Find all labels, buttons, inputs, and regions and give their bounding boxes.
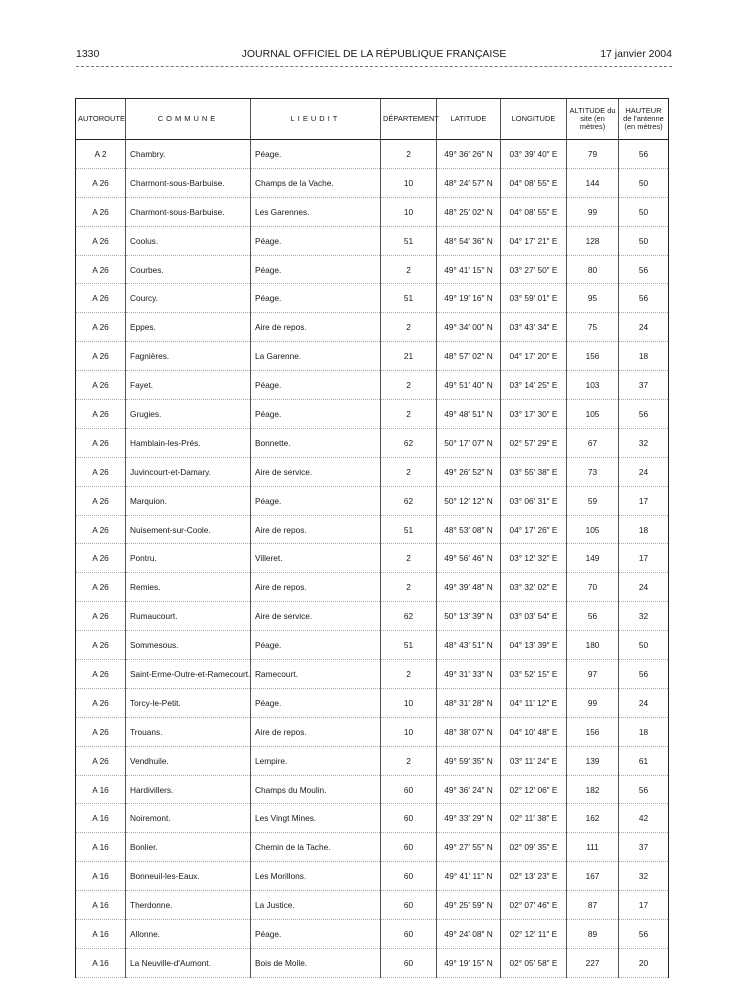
- cell-autoroute: A 26: [76, 255, 126, 284]
- cell-latitude: 49° 51′ 40″ N: [437, 371, 501, 400]
- cell-lieudit: Champs de la Vache.: [251, 168, 381, 197]
- cell-latitude: 49° 36′ 26″ N: [437, 140, 501, 169]
- table-row: [76, 717, 669, 746]
- cell-commune: Nuisement-sur-Coole.: [126, 515, 251, 544]
- cell-autoroute: A 16: [76, 833, 126, 862]
- table-row: [76, 688, 669, 717]
- table-row: [76, 862, 669, 891]
- cell-latitude: 49° 41′ 15″ N: [437, 255, 501, 284]
- table-row: [76, 746, 669, 775]
- cell-lieudit: Bonnette.: [251, 428, 381, 457]
- cell-lieudit: Lempire.: [251, 746, 381, 775]
- cell-lieudit: Ramecourt.: [251, 660, 381, 689]
- cell-longitude: 02° 05′ 58″ E: [501, 948, 567, 977]
- cell-commune: Courbes.: [126, 255, 251, 284]
- cell-autoroute: A 26: [76, 486, 126, 515]
- cell-hauteur: 24: [619, 573, 669, 602]
- cell-altitude: 105: [567, 400, 619, 429]
- cell-longitude: 03° 14′ 25″ E: [501, 371, 567, 400]
- cell-autoroute: A 26: [76, 688, 126, 717]
- cell-lieudit: Les Vingt Mines.: [251, 804, 381, 833]
- cell-altitude: 162: [567, 804, 619, 833]
- table-row: [76, 948, 669, 977]
- cell-lieudit: Les Garennes.: [251, 197, 381, 226]
- cell-departement: 10: [381, 717, 437, 746]
- cell-longitude: 03° 17′ 30″ E: [501, 400, 567, 429]
- cell-lieudit: Aire de repos.: [251, 515, 381, 544]
- table-row: [76, 602, 669, 631]
- cell-commune: Fayet.: [126, 371, 251, 400]
- cell-commune: Trouans.: [126, 717, 251, 746]
- cell-commune: Charmont-sous-Barbuise.: [126, 197, 251, 226]
- cell-altitude: 111: [567, 833, 619, 862]
- cell-departement: 2: [381, 140, 437, 169]
- cell-departement: 60: [381, 862, 437, 891]
- table-row: [76, 197, 669, 226]
- cell-latitude: 49° 56′ 46″ N: [437, 544, 501, 573]
- cell-latitude: 49° 33′ 29″ N: [437, 804, 501, 833]
- cell-latitude: 49° 19′ 16″ N: [437, 284, 501, 313]
- cell-departement: 60: [381, 891, 437, 920]
- cell-hauteur: 18: [619, 342, 669, 371]
- cell-longitude: 03° 27′ 50″ E: [501, 255, 567, 284]
- cell-longitude: 02° 57′ 29″ E: [501, 428, 567, 457]
- cell-lieudit: Villeret.: [251, 544, 381, 573]
- cell-longitude: 03° 43′ 34″ E: [501, 313, 567, 342]
- cell-commune: Hamblain-les-Prés.: [126, 428, 251, 457]
- cell-autoroute: A 16: [76, 775, 126, 804]
- cell-altitude: 144: [567, 168, 619, 197]
- cell-altitude: 56: [567, 602, 619, 631]
- cell-hauteur: 32: [619, 428, 669, 457]
- cell-longitude: 03° 52′ 15″ E: [501, 660, 567, 689]
- cell-hauteur: 24: [619, 457, 669, 486]
- cell-lieudit: Péage.: [251, 400, 381, 429]
- cell-altitude: 149: [567, 544, 619, 573]
- cell-lieudit: Péage.: [251, 140, 381, 169]
- cell-lieudit: Péage.: [251, 631, 381, 660]
- table-row: [76, 660, 669, 689]
- column-header-latitude: LATITUDE: [437, 99, 501, 140]
- cell-commune: Allonne.: [126, 920, 251, 949]
- cell-hauteur: 37: [619, 371, 669, 400]
- cell-altitude: 67: [567, 428, 619, 457]
- cell-departement: 2: [381, 255, 437, 284]
- cell-latitude: 49° 39′ 48″ N: [437, 573, 501, 602]
- page-header: [76, 46, 672, 62]
- cell-departement: 60: [381, 775, 437, 804]
- cell-longitude: 04° 17′ 21″ E: [501, 226, 567, 255]
- cell-altitude: 128: [567, 226, 619, 255]
- cell-commune: Coolus.: [126, 226, 251, 255]
- cell-departement: 10: [381, 168, 437, 197]
- cell-altitude: 105: [567, 515, 619, 544]
- cell-lieudit: Les Morillons.: [251, 862, 381, 891]
- cell-hauteur: 50: [619, 226, 669, 255]
- column-header-autoroute: AUTOROUTE: [76, 99, 126, 140]
- cell-hauteur: 24: [619, 688, 669, 717]
- table-row: [76, 140, 669, 169]
- cell-latitude: 48° 38′ 07″ N: [437, 717, 501, 746]
- cell-departement: 60: [381, 804, 437, 833]
- cell-longitude: 03° 32′ 02″ E: [501, 573, 567, 602]
- cell-longitude: 03° 03′ 54″ E: [501, 602, 567, 631]
- cell-departement: 2: [381, 573, 437, 602]
- cell-commune: Charmont-sous-Barbuise.: [126, 168, 251, 197]
- cell-latitude: 49° 26′ 52″ N: [437, 457, 501, 486]
- cell-latitude: 49° 48′ 51″ N: [437, 400, 501, 429]
- cell-autoroute: A 26: [76, 544, 126, 573]
- cell-autoroute: A 26: [76, 515, 126, 544]
- cell-longitude: 02° 13′ 23″ E: [501, 862, 567, 891]
- cell-longitude: 02° 12′ 06″ E: [501, 775, 567, 804]
- page-number: 1330: [76, 48, 100, 60]
- cell-lieudit: Aire de repos.: [251, 717, 381, 746]
- cell-commune: Juvincourt-et-Damary.: [126, 457, 251, 486]
- cell-longitude: 04° 11′ 12″ E: [501, 688, 567, 717]
- cell-commune: Eppes.: [126, 313, 251, 342]
- cell-altitude: 89: [567, 920, 619, 949]
- table-header-row: [76, 99, 669, 140]
- cell-autoroute: A 16: [76, 804, 126, 833]
- cell-latitude: 49° 24′ 08″ N: [437, 920, 501, 949]
- cell-altitude: 103: [567, 371, 619, 400]
- cell-hauteur: 17: [619, 544, 669, 573]
- cell-commune: Grugies.: [126, 400, 251, 429]
- cell-autoroute: A 26: [76, 168, 126, 197]
- cell-longitude: 02° 07′ 46″ E: [501, 891, 567, 920]
- cell-longitude: 02° 12′ 11″ E: [501, 920, 567, 949]
- table-row: [76, 573, 669, 602]
- table-row: [76, 833, 669, 862]
- cell-latitude: 49° 25′ 59″ N: [437, 891, 501, 920]
- cell-departement: 2: [381, 746, 437, 775]
- table-row: [76, 457, 669, 486]
- cell-commune: Hardivillers.: [126, 775, 251, 804]
- cell-latitude: 49° 31′ 33″ N: [437, 660, 501, 689]
- cell-longitude: 03° 59′ 01″ E: [501, 284, 567, 313]
- cell-latitude: 50° 17′ 07″ N: [437, 428, 501, 457]
- cell-longitude: 03° 12′ 32″ E: [501, 544, 567, 573]
- cell-longitude: 04° 08′ 55″ E: [501, 197, 567, 226]
- cell-lieudit: Aire de repos.: [251, 313, 381, 342]
- cell-departement: 62: [381, 486, 437, 515]
- cell-altitude: 99: [567, 197, 619, 226]
- cell-departement: 51: [381, 631, 437, 660]
- cell-hauteur: 56: [619, 400, 669, 429]
- cell-longitude: 04° 10′ 48″ E: [501, 717, 567, 746]
- cell-hauteur: 50: [619, 168, 669, 197]
- table-row: [76, 804, 669, 833]
- cell-latitude: 49° 19′ 15″ N: [437, 948, 501, 977]
- cell-autoroute: A 16: [76, 862, 126, 891]
- cell-commune: Sommesous.: [126, 631, 251, 660]
- cell-longitude: 03° 39′ 40″ E: [501, 140, 567, 169]
- cell-altitude: 75: [567, 313, 619, 342]
- cell-departement: 60: [381, 920, 437, 949]
- cell-altitude: 167: [567, 862, 619, 891]
- cell-altitude: 139: [567, 746, 619, 775]
- cell-commune: Fagnières.: [126, 342, 251, 371]
- cell-longitude: 02° 11′ 38″ E: [501, 804, 567, 833]
- cell-altitude: 95: [567, 284, 619, 313]
- cell-departement: 2: [381, 313, 437, 342]
- cell-hauteur: 18: [619, 717, 669, 746]
- cell-autoroute: A 16: [76, 948, 126, 977]
- cell-departement: 21: [381, 342, 437, 371]
- cell-altitude: 97: [567, 660, 619, 689]
- cell-latitude: 49° 27′ 55″ N: [437, 833, 501, 862]
- table-row: [76, 486, 669, 515]
- cell-autoroute: A 16: [76, 920, 126, 949]
- cell-hauteur: 42: [619, 804, 669, 833]
- cell-hauteur: 32: [619, 862, 669, 891]
- cell-hauteur: 56: [619, 920, 669, 949]
- cell-latitude: 50° 13′ 39″ N: [437, 602, 501, 631]
- table-row: [76, 255, 669, 284]
- cell-commune: La Neuville-d'Aumont.: [126, 948, 251, 977]
- cell-commune: Saint-Erme-Outre-et-Ramecourt.: [126, 660, 251, 689]
- cell-latitude: 48° 31′ 28″ N: [437, 688, 501, 717]
- cell-departement: 2: [381, 400, 437, 429]
- cell-lieudit: Péage.: [251, 688, 381, 717]
- cell-longitude: 03° 55′ 38″ E: [501, 457, 567, 486]
- cell-lieudit: Aire de service.: [251, 457, 381, 486]
- cell-lieudit: Champs du Moulin.: [251, 775, 381, 804]
- cell-commune: Bonneuil-les-Eaux.: [126, 862, 251, 891]
- cell-departement: 60: [381, 833, 437, 862]
- cell-altitude: 156: [567, 342, 619, 371]
- cell-latitude: 49° 36′ 24″ N: [437, 775, 501, 804]
- publication-date: 17 janvier 2004: [600, 48, 672, 60]
- cell-autoroute: A 26: [76, 428, 126, 457]
- table-row: [76, 226, 669, 255]
- table-row: [76, 168, 669, 197]
- cell-hauteur: 17: [619, 891, 669, 920]
- cell-autoroute: A 26: [76, 313, 126, 342]
- cell-autoroute: A 26: [76, 746, 126, 775]
- cell-commune: Rumaucourt.: [126, 602, 251, 631]
- cell-hauteur: 56: [619, 660, 669, 689]
- cell-departement: 10: [381, 197, 437, 226]
- cell-lieudit: Péage.: [251, 371, 381, 400]
- cell-autoroute: A 26: [76, 197, 126, 226]
- cell-hauteur: 20: [619, 948, 669, 977]
- column-header-longitude: LONGITUDE: [501, 99, 567, 140]
- cell-altitude: 59: [567, 486, 619, 515]
- cell-departement: 2: [381, 371, 437, 400]
- cell-latitude: 49° 41′ 11″ N: [437, 862, 501, 891]
- cell-lieudit: Péage.: [251, 226, 381, 255]
- cell-autoroute: A 26: [76, 717, 126, 746]
- cell-lieudit: Péage.: [251, 255, 381, 284]
- cell-hauteur: 56: [619, 140, 669, 169]
- cell-departement: 2: [381, 457, 437, 486]
- cell-hauteur: 56: [619, 284, 669, 313]
- cell-autoroute: A 16: [76, 891, 126, 920]
- table-row: [76, 428, 669, 457]
- cell-longitude: 03° 11′ 24″ E: [501, 746, 567, 775]
- cell-latitude: 50° 12′ 12″ N: [437, 486, 501, 515]
- cell-commune: Courcy.: [126, 284, 251, 313]
- cell-lieudit: Chemin de la Tache.: [251, 833, 381, 862]
- cell-longitude: 04° 17′ 26″ E: [501, 515, 567, 544]
- cell-longitude: 02° 09′ 35″ E: [501, 833, 567, 862]
- cell-hauteur: 56: [619, 775, 669, 804]
- cell-lieudit: Aire de repos.: [251, 573, 381, 602]
- cell-hauteur: 32: [619, 602, 669, 631]
- cell-commune: Chambry.: [126, 140, 251, 169]
- cell-altitude: 180: [567, 631, 619, 660]
- cell-latitude: 48° 25′ 02″ N: [437, 197, 501, 226]
- cell-autoroute: A 26: [76, 284, 126, 313]
- cell-lieudit: Péage.: [251, 486, 381, 515]
- cell-lieudit: Bois de Molle.: [251, 948, 381, 977]
- cell-latitude: 49° 59′ 35″ N: [437, 746, 501, 775]
- antenna-sites-table: [75, 98, 669, 978]
- journal-title: JOURNAL OFFICIEL DE LA RÉPUBLIQUE FRANÇAISE: [241, 48, 507, 60]
- cell-lieudit: La Justice.: [251, 891, 381, 920]
- cell-autoroute: A 26: [76, 371, 126, 400]
- table-row: [76, 891, 669, 920]
- cell-hauteur: 61: [619, 746, 669, 775]
- cell-autoroute: A 26: [76, 631, 126, 660]
- cell-longitude: 04° 08′ 55″ E: [501, 168, 567, 197]
- cell-lieudit: Péage.: [251, 920, 381, 949]
- cell-latitude: 48° 43′ 51″ N: [437, 631, 501, 660]
- cell-autoroute: A 26: [76, 573, 126, 602]
- cell-commune: Marquion.: [126, 486, 251, 515]
- cell-autoroute: A 26: [76, 602, 126, 631]
- table-row: [76, 342, 669, 371]
- cell-commune: Therdonne.: [126, 891, 251, 920]
- cell-commune: Remies.: [126, 573, 251, 602]
- cell-altitude: 80: [567, 255, 619, 284]
- column-header-commune: COMMUNE: [126, 99, 251, 140]
- cell-commune: Torcy-le-Petit.: [126, 688, 251, 717]
- cell-departement: 62: [381, 428, 437, 457]
- cell-departement: 51: [381, 515, 437, 544]
- column-header-departement: DÉPARTEMENT: [381, 99, 437, 140]
- cell-longitude: 04° 13′ 39″ E: [501, 631, 567, 660]
- cell-commune: Bonlier.: [126, 833, 251, 862]
- cell-autoroute: A 26: [76, 457, 126, 486]
- cell-altitude: 70: [567, 573, 619, 602]
- cell-commune: Noiremont.: [126, 804, 251, 833]
- cell-longitude: 04° 17′ 20″ E: [501, 342, 567, 371]
- cell-hauteur: 24: [619, 313, 669, 342]
- cell-altitude: 182: [567, 775, 619, 804]
- cell-autoroute: A 26: [76, 226, 126, 255]
- cell-lieudit: La Garenne.: [251, 342, 381, 371]
- header-rule: [76, 66, 672, 67]
- table-row: [76, 313, 669, 342]
- cell-departement: 62: [381, 602, 437, 631]
- cell-hauteur: 18: [619, 515, 669, 544]
- table-row: [76, 371, 669, 400]
- cell-departement: 51: [381, 226, 437, 255]
- cell-altitude: 79: [567, 140, 619, 169]
- column-header-altitude: ALTITUDE du site (en mètres): [567, 99, 619, 140]
- cell-latitude: 48° 53′ 08″ N: [437, 515, 501, 544]
- column-header-hauteur: HAUTEUR de l'antenne (en mètres): [619, 99, 669, 140]
- cell-departement: 60: [381, 948, 437, 977]
- cell-lieudit: Aire de service.: [251, 602, 381, 631]
- cell-autoroute: A 26: [76, 342, 126, 371]
- cell-latitude: 48° 24′ 57″ N: [437, 168, 501, 197]
- cell-latitude: 49° 34′ 00″ N: [437, 313, 501, 342]
- cell-departement: 10: [381, 688, 437, 717]
- table-row: [76, 775, 669, 804]
- cell-autoroute: A 26: [76, 400, 126, 429]
- column-header-lieudit: LIEUDIT: [251, 99, 381, 140]
- cell-autoroute: A 26: [76, 660, 126, 689]
- cell-hauteur: 50: [619, 631, 669, 660]
- cell-hauteur: 37: [619, 833, 669, 862]
- cell-departement: 2: [381, 660, 437, 689]
- cell-altitude: 227: [567, 948, 619, 977]
- cell-latitude: 48° 57′ 02″ N: [437, 342, 501, 371]
- cell-lieudit: Péage.: [251, 284, 381, 313]
- cell-autoroute: A 2: [76, 140, 126, 169]
- cell-altitude: 87: [567, 891, 619, 920]
- table-row: [76, 400, 669, 429]
- table-row: [76, 284, 669, 313]
- cell-commune: Pontru.: [126, 544, 251, 573]
- table-row: [76, 544, 669, 573]
- cell-hauteur: 17: [619, 486, 669, 515]
- cell-departement: 51: [381, 284, 437, 313]
- table-row: [76, 631, 669, 660]
- table-row: [76, 920, 669, 949]
- cell-altitude: 73: [567, 457, 619, 486]
- cell-latitude: 48° 54′ 36″ N: [437, 226, 501, 255]
- cell-hauteur: 50: [619, 197, 669, 226]
- cell-departement: 2: [381, 544, 437, 573]
- cell-commune: Vendhuile.: [126, 746, 251, 775]
- cell-hauteur: 56: [619, 255, 669, 284]
- cell-altitude: 99: [567, 688, 619, 717]
- cell-longitude: 03° 06′ 31″ E: [501, 486, 567, 515]
- table-row: [76, 515, 669, 544]
- cell-altitude: 156: [567, 717, 619, 746]
